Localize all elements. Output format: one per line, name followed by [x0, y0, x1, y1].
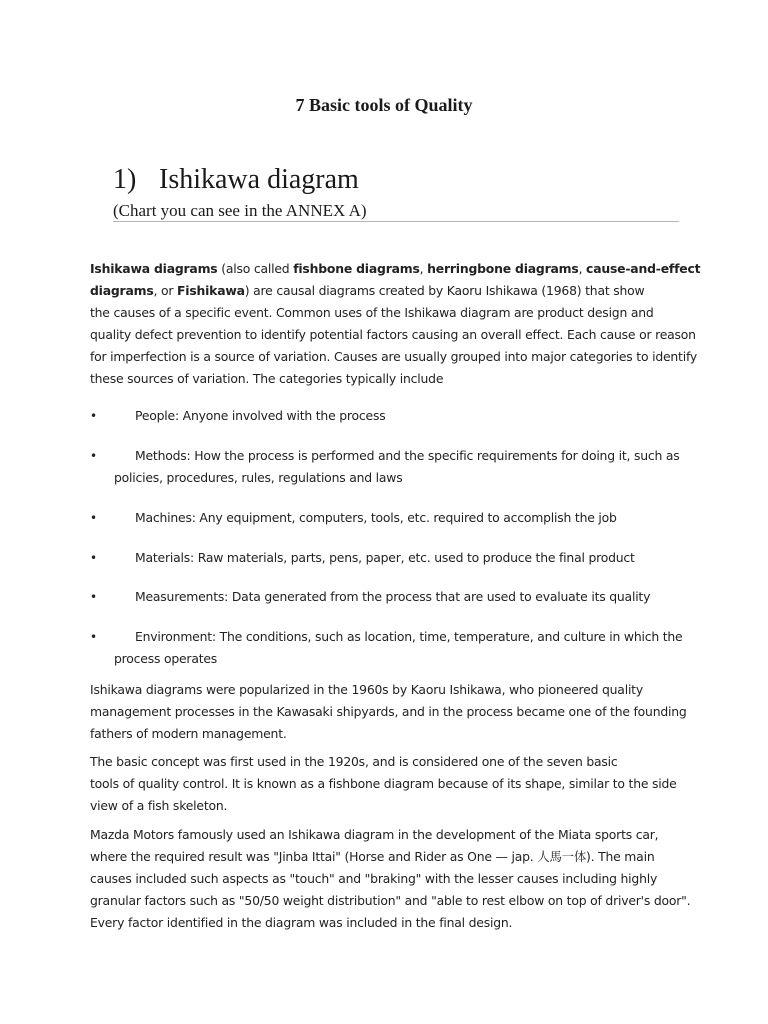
- heading-divider: [113, 221, 679, 222]
- paragraph-line: management processes in the Kawasaki shipyards, and in the process became one of the founding: [90, 704, 687, 719]
- term-cause-and-effect: cause-and-effect: [586, 261, 701, 276]
- intro-line-6: these sources of variation. The categories typically include: [90, 371, 444, 386]
- paragraph-line: where the required result was "Jinba Ittai" (Horse and Rider as One — jap. 人馬一体). The main: [90, 849, 655, 864]
- term-diagrams: diagrams: [90, 283, 154, 298]
- section-subtitle: (Chart you can see in the ANNEX A): [113, 201, 367, 220]
- bullet-marker: •: [90, 511, 97, 525]
- bullet-marker: •: [90, 449, 97, 463]
- bullet-text: Environment: The conditions, such as location, time, temperature, and culture in which the: [135, 629, 683, 644]
- intro-line-5: for imperfection is a source of variation. Causes are usually grouped into major categories to identify: [90, 349, 698, 364]
- intro-text: , or: [153, 283, 178, 298]
- bullet-marker: •: [90, 551, 97, 565]
- term-herringbone-diagrams: herringbone diagrams: [427, 261, 579, 276]
- bullet-text: People: Anyone involved with the process: [135, 408, 386, 423]
- term-ishikawa-diagrams: Ishikawa diagrams: [90, 261, 218, 276]
- intro-text: ,: [578, 261, 587, 276]
- document-title: 7 Basic tools of Quality: [295, 95, 473, 115]
- section-heading: [113, 163, 359, 197]
- paragraph-line: view of a fish skeleton.: [90, 798, 228, 813]
- intro-text: ) are causal diagrams created by Kaoru Ishikawa (1968) that show: [244, 283, 645, 298]
- intro-line-2: [90, 280, 690, 302]
- intro-line-3: the causes of a specific event. Common uses of the Ishikawa diagram are product design and: [90, 305, 654, 320]
- bullet-continuation: process operates: [114, 651, 218, 666]
- term-fishbone-diagrams: fishbone diagrams: [293, 261, 420, 276]
- bullet-text: Machines: Any equipment, computers, tools, etc. required to accomplish the job: [135, 510, 617, 525]
- bullet-text: Measurements: Data generated from the process that are used to evaluate its quality: [135, 589, 651, 604]
- paragraph-line: Mazda Motors famously used an Ishikawa diagram in the development of the Miata sports car,: [90, 827, 659, 842]
- paragraph-line: tools of quality control. It is known as a fishbone diagram because of its shape, similar to the side: [90, 776, 677, 791]
- intro-line-4: quality defect prevention to identify potential factors causing an overall effect. Each cause or reason: [90, 327, 696, 342]
- bullet-text: Materials: Raw materials, parts, pens, paper, etc. used to produce the final product: [135, 550, 635, 565]
- paragraph-line: Every factor identified in the diagram was included in the final design.: [90, 915, 513, 930]
- bullet-marker: •: [90, 590, 97, 604]
- paragraph-line: Ishikawa diagrams were popularized in the 1960s by Kaoru Ishikawa, who pioneered quality: [90, 682, 643, 697]
- paragraph-basic-concept: [90, 751, 690, 817]
- paragraph-history: [90, 679, 690, 745]
- section-heading-text: Ishikawa diagram: [159, 164, 359, 195]
- term-fishikawa: Fishikawa: [177, 283, 245, 298]
- bullet-continuation: policies, procedures, rules, regulations and laws: [114, 470, 403, 485]
- intro-line-1: [90, 258, 701, 280]
- paragraph-line: causes included such aspects as "touch" and "braking" with the lesser causes including highly: [90, 871, 658, 886]
- paragraph-line: The basic concept was first used in the 1920s, and is considered one of the seven basic: [90, 754, 618, 769]
- bullet-marker: •: [90, 409, 97, 423]
- paragraph-line: granular factors such as "50/50 weight distribution" and "able to rest elbow on top of driver's door".: [90, 893, 691, 908]
- intro-text: ,: [419, 261, 428, 276]
- bullet-text: Methods: How the process is performed and the specific requirements for doing it, such as: [135, 448, 680, 463]
- intro-paragraph: [90, 258, 701, 390]
- intro-text: (also called: [217, 261, 294, 276]
- paragraph-mazda-example: [90, 824, 690, 934]
- section-number: 1): [113, 164, 137, 195]
- bullet-marker: •: [90, 630, 97, 644]
- paragraph-line: fathers of modern management.: [90, 726, 287, 741]
